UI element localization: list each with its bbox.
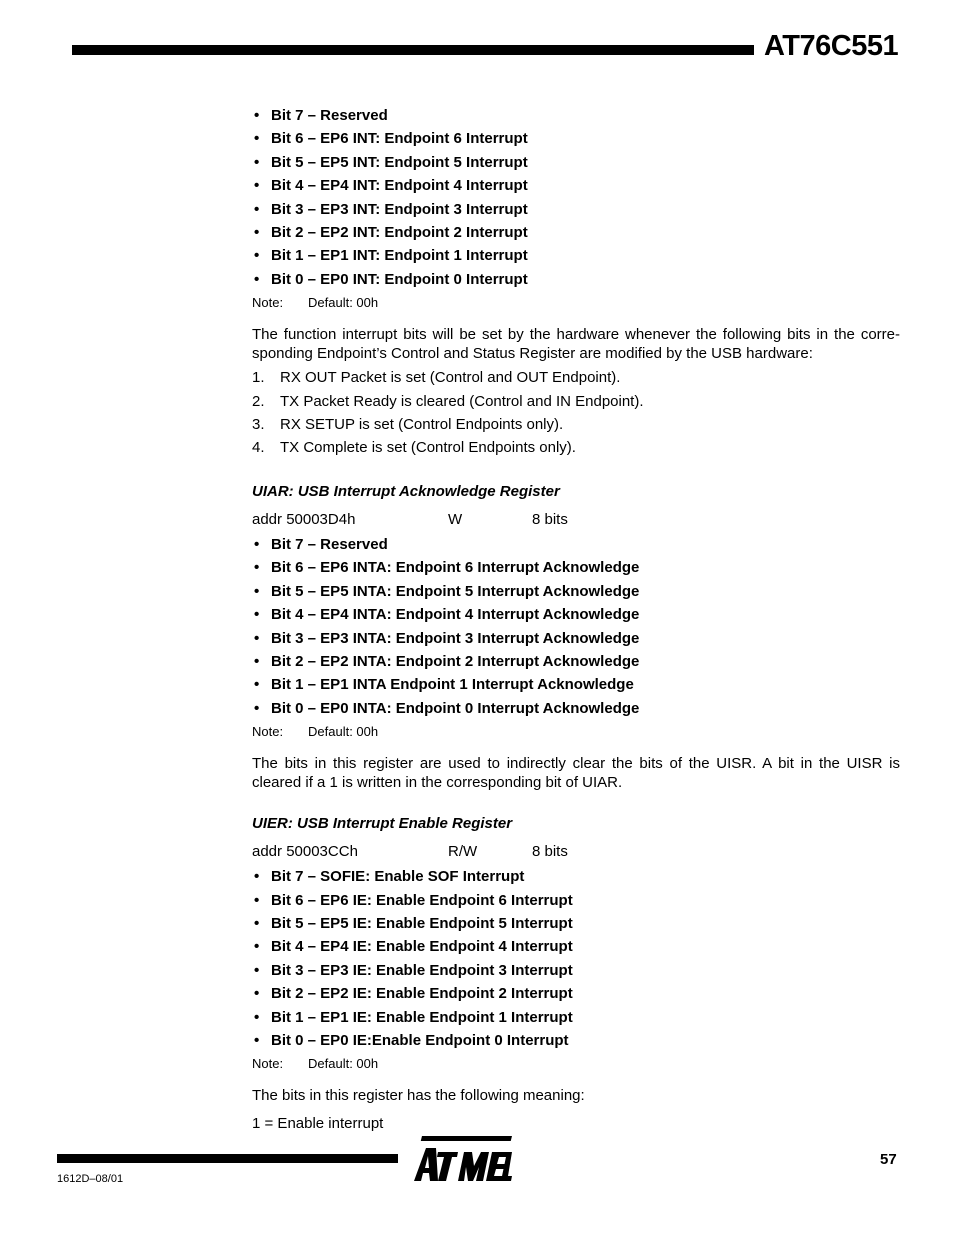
bullet-icon: • xyxy=(254,699,260,717)
list-item: • Bit 7 – Reserved xyxy=(252,533,900,556)
uiar-address-row: addr 50003D4h W 8 bits xyxy=(252,510,568,528)
list-item: • Bit 2 – EP2 INT: Endpoint 2 Interrupt xyxy=(252,221,900,244)
uisr-paragraph: The function interrupt bits will be set by the hardware whenever the following bits in the corre-sponding Endpoint’s Control and Status Register are modified by the USB hardware: xyxy=(252,326,900,363)
bullet-icon: • xyxy=(254,153,260,171)
footer-rule xyxy=(57,1154,398,1163)
bullet-icon: • xyxy=(254,985,260,1003)
uiar-paragraph: The bits in this register are used to indirectly clear the bits of the UISR. A bit in the UISR is cleared if a 1 is written in the corresponding bit of UIAR. xyxy=(252,755,900,792)
uier-address-row: addr 50003CCh R/W 8 bits xyxy=(252,843,568,861)
uiar-title: UIAR: USB Interrupt Acknowledge Register xyxy=(252,482,560,500)
uier-title: UIER: USB Interrupt Enable Register xyxy=(252,815,513,833)
page-number: 57 xyxy=(880,1151,897,1168)
bullet-icon: • xyxy=(254,535,260,553)
bullet-icon: • xyxy=(254,652,260,670)
atmel-logo xyxy=(408,1136,512,1186)
list-item: • Bit 6 – EP6 IE: Enable Endpoint 6 Interrupt xyxy=(252,889,900,912)
list-item: • Bit 5 – EP5 INT: Endpoint 5 Interrupt xyxy=(252,151,900,174)
list-item: • Bit 6 – EP6 INTA: Endpoint 6 Interrupt Acknowledge xyxy=(252,556,900,579)
list-item: • Bit 4 – EP4 INTA: Endpoint 4 Interrupt Acknowledge xyxy=(252,603,900,626)
list-item: • Bit 1 – EP1 INTA Endpoint 1 Interrupt Acknowledge xyxy=(252,673,900,696)
list-item: • Bit 3 – EP3 INTA: Endpoint 3 Interrupt Acknowledge xyxy=(252,627,900,650)
bullet-icon: • xyxy=(254,938,260,956)
bullet-icon: • xyxy=(254,1031,260,1049)
bullet-icon: • xyxy=(254,270,260,288)
bullet-icon: • xyxy=(254,559,260,577)
default-note: Note: Default: 00h xyxy=(252,295,379,311)
list-item: • Bit 7 – SOFIE: Enable SOF Interrupt xyxy=(252,865,900,888)
list-item: 2. TX Packet Ready is cleared (Control and IN Endpoint). xyxy=(252,392,644,410)
header-rule xyxy=(72,45,754,55)
default-note: Note: Default: 00h xyxy=(252,724,379,740)
bullet-icon: • xyxy=(254,1008,260,1026)
list-item: • Bit 7 – Reserved xyxy=(252,104,900,127)
bullet-icon: • xyxy=(254,606,260,624)
list-item: • Bit 5 – EP5 INTA: Endpoint 5 Interrupt Acknowledge xyxy=(252,580,900,603)
document-id: 1612D–08/01 xyxy=(57,1173,124,1185)
list-item: 4. TX Complete is set (Control Endpoints only). xyxy=(252,439,576,457)
condition-list xyxy=(252,366,900,460)
main-content xyxy=(252,104,900,1133)
list-item: • Bit 1 – EP1 INT: Endpoint 1 Interrupt xyxy=(252,244,900,267)
uisr-bit-list xyxy=(252,104,900,291)
list-item: • Bit 0 – EP0 INT: Endpoint 0 Interrupt xyxy=(252,268,900,291)
uier-bit-list xyxy=(252,865,900,1052)
list-item: 3. RX SETUP is set (Control Endpoints only). xyxy=(252,416,564,434)
page-title: AT76C551 xyxy=(764,30,899,62)
bullet-icon: • xyxy=(254,582,260,600)
list-item: • Bit 0 – EP0 IE:Enable Endpoint 0 Interrupt xyxy=(252,1029,900,1052)
bullet-icon: • xyxy=(254,676,260,694)
list-item: • Bit 1 – EP1 IE: Enable Endpoint 1 Interrupt xyxy=(252,1006,900,1029)
uier-paragraph: The bits in this register has the following meaning: xyxy=(252,1087,585,1105)
list-item: 1. RX OUT Packet is set (Control and OUT Endpoint). xyxy=(252,369,621,387)
bullet-icon: • xyxy=(254,629,260,647)
bullet-icon: • xyxy=(254,247,260,265)
list-item: • Bit 3 – EP3 INT: Endpoint 3 Interrupt xyxy=(252,198,900,221)
bullet-icon: • xyxy=(254,107,260,124)
list-item: • Bit 0 – EP0 INTA: Endpoint 0 Interrupt Acknowledge xyxy=(252,697,900,720)
bullet-icon: • xyxy=(254,891,260,909)
bullet-icon: • xyxy=(254,224,260,242)
bullet-icon: • xyxy=(254,177,260,195)
uiar-bit-list xyxy=(252,533,900,720)
list-item: • Bit 4 – EP4 INT: Endpoint 4 Interrupt xyxy=(252,174,900,197)
bullet-icon: • xyxy=(254,130,260,148)
list-item: • Bit 2 – EP2 INTA: Endpoint 2 Interrupt Acknowledge xyxy=(252,650,900,673)
uier-meaning: 1 = Enable interrupt xyxy=(252,1115,384,1133)
bullet-icon: • xyxy=(254,961,260,979)
list-item: • Bit 6 – EP6 INT: Endpoint 6 Interrupt xyxy=(252,127,900,150)
bullet-icon: • xyxy=(254,200,260,218)
list-item: • Bit 5 – EP5 IE: Enable Endpoint 5 Interrupt xyxy=(252,912,900,935)
bullet-icon: • xyxy=(254,914,260,932)
list-item: • Bit 3 – EP3 IE: Enable Endpoint 3 Interrupt xyxy=(252,959,900,982)
list-item: • Bit 4 – EP4 IE: Enable Endpoint 4 Interrupt xyxy=(252,935,900,958)
bullet-icon: • xyxy=(254,868,260,886)
list-item: • Bit 2 – EP2 IE: Enable Endpoint 2 Interrupt xyxy=(252,982,900,1005)
default-note: Note: Default: 00h xyxy=(252,1056,379,1072)
